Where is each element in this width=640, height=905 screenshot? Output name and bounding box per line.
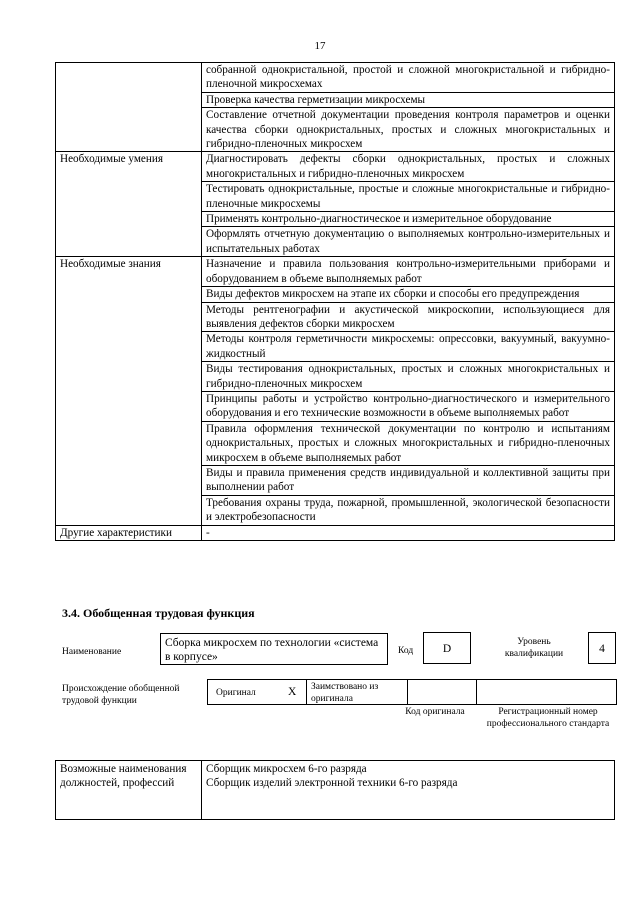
row-text-cell: Тестировать однокристальные, простые и сложные многокристальные и гибридно-пленочные микросхемы bbox=[202, 182, 615, 212]
code-value-box: D bbox=[423, 632, 471, 664]
row-text-cell: Виды и правила применения средств индивидуальной и коллективной защиты при выполнении работ bbox=[202, 465, 615, 495]
positions-table bbox=[55, 760, 615, 820]
row-text-cell: Требования охраны труда, пожарной, промышленной, экологической безопасности и электробезопасности bbox=[202, 495, 615, 525]
positions-values bbox=[202, 761, 615, 820]
borrowed-label: Заимствовано из оригинала bbox=[311, 682, 379, 704]
position-item: Сборщик изделий электронной техники 6-го разряда bbox=[206, 777, 458, 790]
row-text-cell: Методы контроля герметичности микросхемы: опрессовки, вакуумный, вакуумно-жидкостный bbox=[202, 332, 615, 362]
row-text-cell: Виды тестирования однокристальных, простых и сложных многокристальных и гибридно-пленочных микросхем bbox=[202, 362, 615, 392]
origin-divider bbox=[306, 680, 307, 704]
row-text-cell: Составление отчетной документации проведения контроля параметров и оценки качества сборки однокристальных, простых и сложных многокристальных и гибридно-пленочных микросхем bbox=[202, 108, 615, 152]
origin-box bbox=[207, 679, 617, 705]
row-text-cell: Принципы работы и устройство контрольно-диагностического и измерительного оборудования и его технические возможности в объеме выполняемых работ bbox=[202, 391, 615, 421]
level-label: Уровень квалификации bbox=[504, 637, 564, 659]
name-label: Наименование bbox=[62, 647, 122, 657]
original-mark: X bbox=[288, 686, 297, 698]
section-heading: 3.4. Обобщенная трудовая функция bbox=[62, 606, 255, 620]
row-text-cell: Назначение и правила пользования контрольно-измерительными приборами и оборудованием в объеме выполняемых работ bbox=[202, 257, 615, 287]
code-label: Код bbox=[398, 646, 414, 656]
row-text-cell: Диагностировать дефекты сборки однокристальных, простых и сложных многокристальных и гибридно-пленочных микросхем bbox=[202, 152, 615, 182]
origin-divider-3 bbox=[476, 680, 477, 704]
row-label-cell bbox=[56, 63, 202, 152]
table-row bbox=[56, 63, 615, 93]
row-label-cell: Необходимые знания bbox=[56, 257, 202, 525]
row-text-cell: Применять контрольно-диагностическое и измерительное оборудование bbox=[202, 212, 615, 227]
function-name-box: Сборка микросхем по технологии «система в корпусе» bbox=[160, 633, 388, 665]
table-row bbox=[56, 257, 615, 287]
positions-label: Возможные наименования должностей, профессий bbox=[56, 761, 202, 820]
position-item: Сборщик микросхем 6-го разряда bbox=[206, 763, 367, 775]
code-original-label: Код оригинала bbox=[405, 707, 465, 717]
knowledge-skills-table bbox=[55, 62, 615, 541]
level-value-box: 4 bbox=[588, 632, 616, 664]
origin-label: Происхождение обобщенной трудовой функции bbox=[62, 684, 180, 706]
row-label-cell: Другие характеристики bbox=[56, 525, 202, 540]
reg-number-label: Регистрационный номер профессионального стандарта bbox=[486, 707, 610, 729]
row-text-cell: Методы рентгенографии и акустической микроскопии, использующиеся для выявления дефектов сборки микросхем bbox=[202, 302, 615, 332]
row-text-cell: Проверка качества герметизации микросхемы bbox=[202, 92, 615, 107]
row-text-cell: собранной однокристальной, простой и сложной многокристальной и гибридно-пленочной микросхемах bbox=[202, 63, 615, 93]
origin-divider-2 bbox=[407, 680, 408, 704]
row-text-cell: Правила оформления технической документации по контролю и испытаниям однокристальных, простых и сложных многокристальных и гибридно-пленочных микросхем в объеме выполняемых работ bbox=[202, 421, 615, 465]
row-text-cell: Виды дефектов микросхем на этапе их сборки и способы его предупреждения bbox=[202, 287, 615, 302]
table-row bbox=[56, 525, 615, 540]
row-label-cell: Необходимые умения bbox=[56, 152, 202, 257]
original-label: Оригинал bbox=[216, 688, 256, 698]
row-text-cell: - bbox=[202, 525, 615, 540]
page-number: 17 bbox=[314, 40, 326, 52]
row-text-cell: Оформлять отчетную документацию о выполняемых контрольно-измерительных и испытательных работах bbox=[202, 227, 615, 257]
table-row bbox=[56, 152, 615, 182]
